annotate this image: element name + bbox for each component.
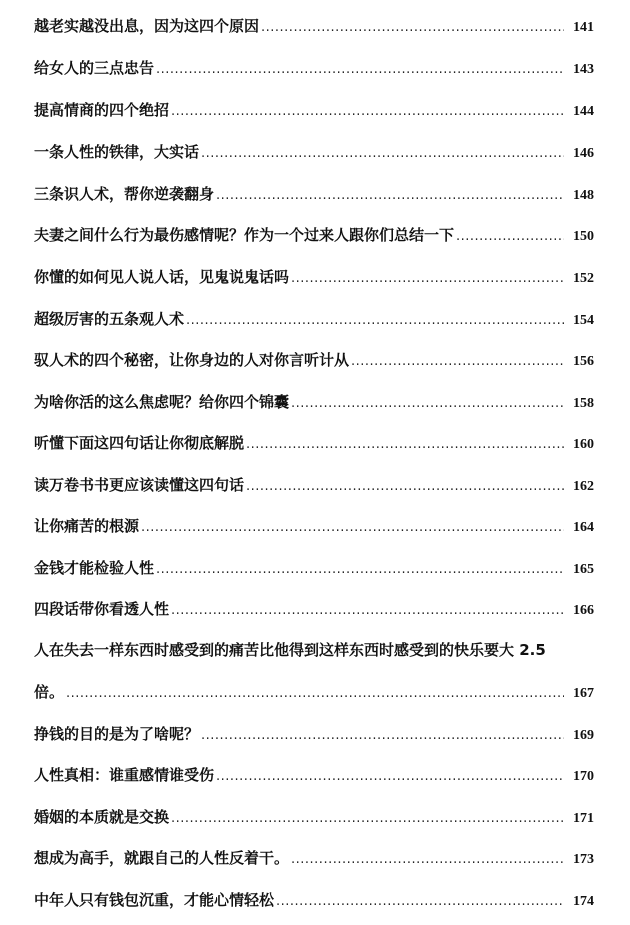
toc-leader-dots — [156, 560, 564, 580]
toc-page-number: 170 — [573, 769, 594, 784]
toc-entry-title: 想成为高手，就跟自己的人性反着干。 — [34, 849, 290, 867]
toc-page-number: 156 — [573, 354, 594, 369]
toc-entry-title: 给女人的三点忠告 — [34, 59, 155, 77]
toc-leader-dots — [246, 435, 564, 455]
toc-entry-title: 你懂的如何见人说人话，见鬼说鬼话吗 — [34, 268, 290, 286]
toc-leader-dots — [156, 60, 564, 80]
toc-leader-dots — [351, 352, 564, 372]
toc-leader-dots — [261, 18, 564, 38]
toc-entry-title: 超级厉害的五条观人术 — [34, 310, 185, 328]
toc-entry-title: 越老实越没出息，因为这四个原因 — [34, 17, 260, 35]
toc-entry[interactable] — [34, 309, 594, 331]
toc-entry[interactable] — [34, 558, 594, 580]
toc-leader-dots — [201, 144, 564, 164]
toc-leader-dots — [66, 684, 564, 704]
toc-leader-dots — [216, 767, 564, 787]
toc-leader-dots — [291, 850, 564, 870]
toc-leader-dots — [246, 477, 564, 497]
toc-page-number: 165 — [573, 562, 594, 577]
toc-entry[interactable] — [34, 890, 594, 912]
toc-page-number: 169 — [573, 728, 594, 743]
toc-page-number: 162 — [573, 479, 594, 494]
toc-leader-dots — [171, 601, 564, 621]
toc-entry-title: 听懂下面这四句话让你彻底解脱 — [34, 434, 245, 452]
toc-entry-title: 倍。 — [34, 683, 65, 701]
toc-page-number: 164 — [573, 520, 594, 535]
toc-entry-title: 人性真相：谁重感情谁受伤 — [34, 766, 215, 784]
toc-entry-title: 三条识人术，帮你逆袭翻身 — [34, 185, 215, 203]
toc-leader-dots — [141, 518, 564, 538]
toc-entry-continuation[interactable] — [34, 682, 594, 704]
toc-page-number: 148 — [573, 188, 594, 203]
toc-entry-title: 驭人术的四个秘密，让你身边的人对你言听计从 — [34, 351, 350, 369]
toc-page-number: 150 — [573, 229, 594, 244]
toc-entry[interactable] — [34, 848, 594, 870]
toc-page-number: 143 — [573, 62, 594, 77]
toc-entry[interactable] — [34, 433, 594, 455]
toc-leader-dots — [291, 394, 564, 414]
toc-leader-dots — [201, 726, 564, 746]
toc-entry[interactable] — [34, 475, 594, 497]
toc-page-number: 166 — [573, 603, 594, 618]
toc-entry-title: 让你痛苦的根源 — [34, 517, 140, 535]
toc-entry-title-line1: 人在失去一样东西时感受到的痛苦比他得到这样东西时感受到的快乐要大 2.5 — [34, 641, 546, 659]
toc-entry-title: 读万卷书书更应该读懂这四句话 — [34, 476, 245, 494]
toc-entry-title: 婚姻的本质就是交换 — [34, 808, 170, 826]
toc-entry[interactable] — [34, 58, 594, 80]
toc-page-number: 167 — [573, 686, 594, 701]
toc-page-number: 171 — [573, 811, 594, 826]
toc-entry-title: 中年人只有钱包沉重，才能心情轻松 — [34, 891, 275, 909]
toc-entry[interactable] — [34, 225, 594, 247]
toc-leader-dots — [171, 102, 564, 122]
toc-leader-dots — [456, 227, 564, 247]
toc-entry-multiline[interactable] — [34, 640, 594, 660]
toc-page-number: 152 — [573, 271, 594, 286]
toc-page-number: 144 — [573, 104, 594, 119]
toc-leader-dots — [216, 186, 564, 206]
toc-entry[interactable] — [34, 765, 594, 787]
toc-entry-title: 提高情商的四个绝招 — [34, 101, 170, 119]
toc-entry[interactable] — [34, 392, 594, 414]
toc-page-number: 160 — [573, 437, 594, 452]
toc-entry-title: 为啥你活的这么焦虑呢？给你四个锦囊 — [34, 393, 290, 411]
toc-entry[interactable] — [34, 724, 594, 746]
toc-entry-title: 挣钱的目的是为了啥呢？ — [34, 725, 200, 743]
toc-entry-title: 一条人性的铁律，大实话 — [34, 143, 200, 161]
toc-entry[interactable] — [34, 516, 594, 538]
toc-entry[interactable] — [34, 184, 594, 206]
toc-page-number: 173 — [573, 852, 594, 867]
toc-entry-title: 夫妻之间什么行为最伤感情呢？作为一个过来人跟你们总结一下 — [34, 226, 455, 244]
toc-leader-dots — [171, 809, 564, 829]
toc-leader-dots — [186, 311, 564, 331]
toc-leader-dots — [276, 892, 564, 912]
toc-entry[interactable] — [34, 142, 594, 164]
toc-page-number: 141 — [573, 20, 594, 35]
toc-page-number: 146 — [573, 146, 594, 161]
toc-page-number: 154 — [573, 313, 594, 328]
toc-entry[interactable] — [34, 599, 594, 621]
toc-entry-title: 四段话带你看透人性 — [34, 600, 170, 618]
toc-entry[interactable] — [34, 267, 594, 289]
toc-entry[interactable] — [34, 807, 594, 829]
toc-entry[interactable] — [34, 350, 594, 372]
toc-entry-title: 金钱才能检验人性 — [34, 559, 155, 577]
toc-leader-dots — [291, 269, 564, 289]
toc-entry[interactable] — [34, 100, 594, 122]
toc-entry[interactable] — [34, 16, 594, 38]
toc-page-number: 174 — [573, 894, 594, 909]
toc-page-number: 158 — [573, 396, 594, 411]
